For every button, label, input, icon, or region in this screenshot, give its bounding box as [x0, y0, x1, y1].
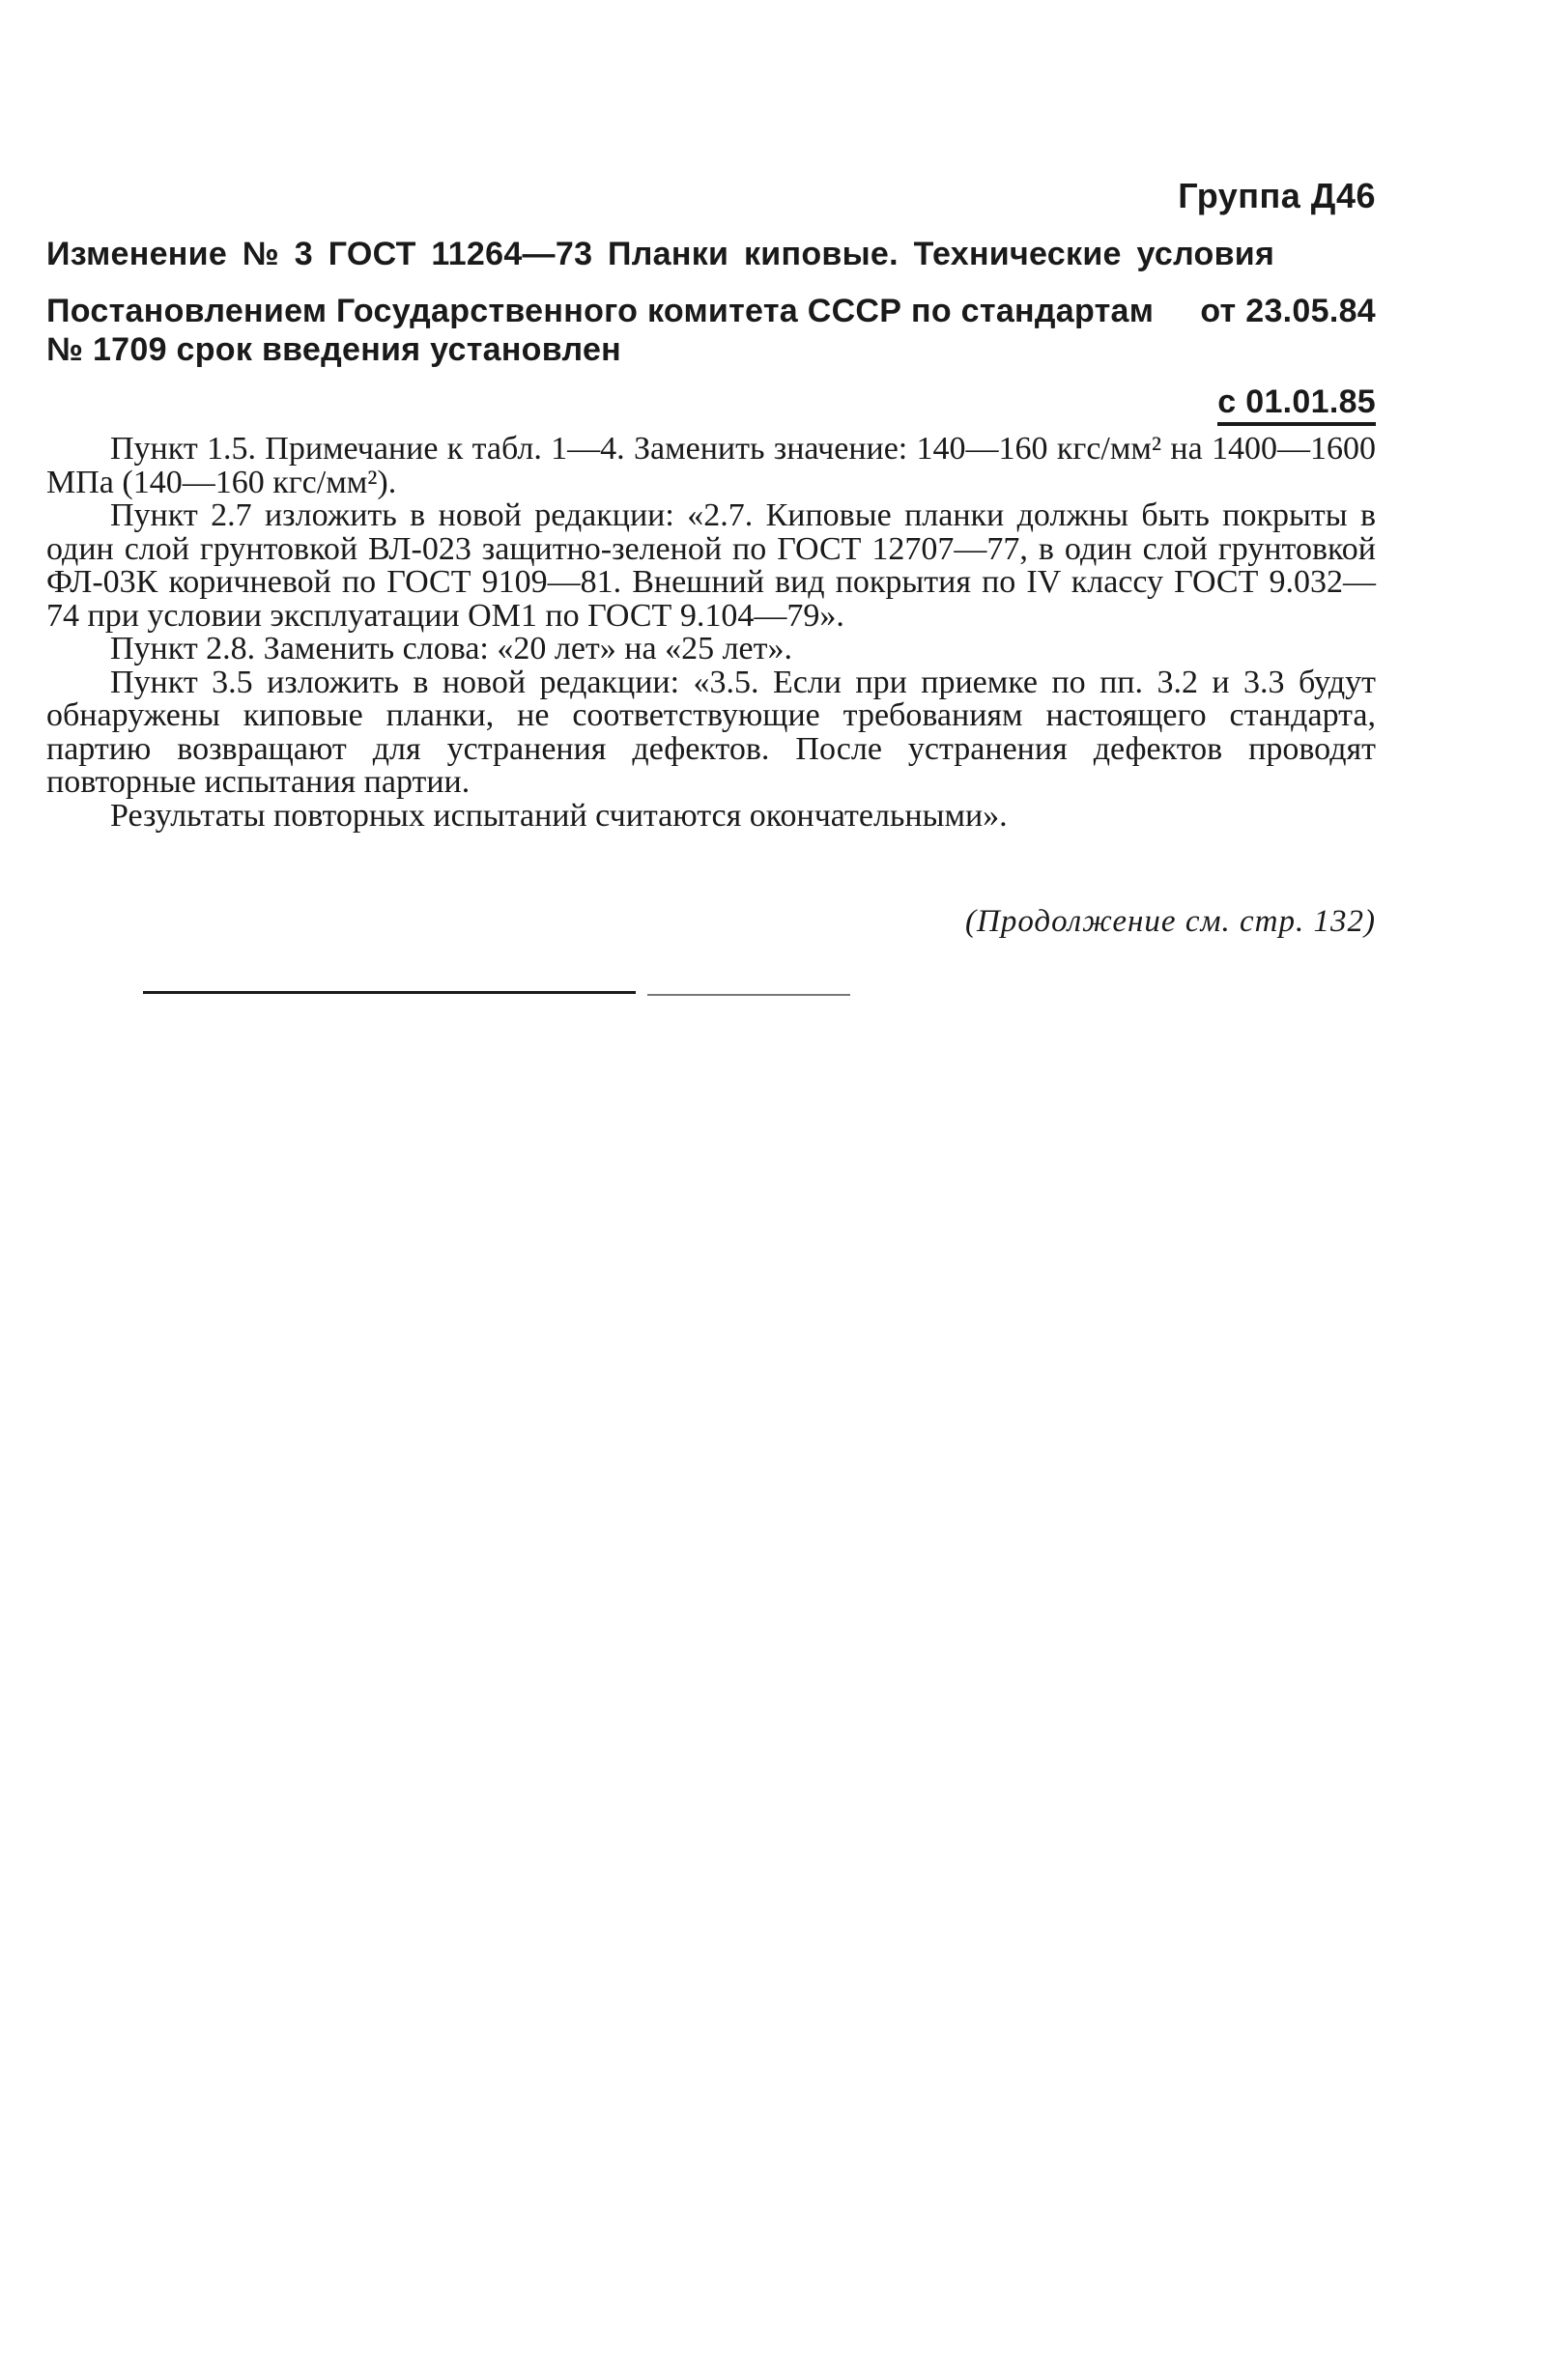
effective-date: с 01.01.85 [1217, 383, 1376, 426]
paragraph-results: Результаты повторных испытаний считаются окончательными». [110, 797, 1008, 834]
paragraph-clause-1-5: Пункт 1.5. Примечание к табл. 1—4. Заменить значение: 140—160 кгс/мм² на 1400—1600 МПа (140—160 кгс/мм²). [46, 431, 1376, 500]
paragraph-clause-3-5: Пункт 3.5 изложить в новой редакции: «3.5. Если при приемке по пп. 3.2 и 3.3 будут обнаружены киповые планки, не соответствующие требованиям настоящего стандарта, партию возвращают для устранения дефектов. После устранения дефектов проводят повторные испытания партии. [46, 664, 1376, 800]
group-label: Группа Д46 [1178, 176, 1376, 215]
continued-note: (Продолжение см. стр. 132) [965, 904, 1376, 939]
decree-line-1 [46, 292, 1376, 330]
amendment-heading: Изменение № 3 ГОСТ 11264—73 Планки киповые. Технические условия [46, 236, 1275, 272]
paragraph-clause-2-7: Пункт 2.7 изложить в новой редакции: «2.7. Киповые планки должны быть покрыты в один слой грунтовкой ВЛ-023 защитно-зеленой по ГОСТ 12707—77, в один слой грунтовкой ФЛ-03К коричневой по ГОСТ 9109—81. Внешний вид покрытия по IV классу ГОСТ 9.032—74 при условии эксплуатации ОМ1 по ГОСТ 9.104—79». [46, 497, 1376, 634]
decree-line-2: № 1709 срок введения установлен [46, 331, 622, 368]
amendment-body [46, 433, 1376, 833]
decree-adoption-date: от 23.05.84 [1200, 293, 1376, 329]
footer-rule-faint [647, 994, 850, 996]
effective-date-line [46, 382, 1376, 421]
paragraph-clause-2-8: Пункт 2.8. Заменить слова: «20 лет» на «25 лет». [110, 631, 792, 666]
decree-block [46, 292, 1376, 421]
decree-line-1-text: Постановлением Государственного комитета СССР по стандартам [46, 293, 1155, 329]
footer-rule [143, 991, 636, 994]
